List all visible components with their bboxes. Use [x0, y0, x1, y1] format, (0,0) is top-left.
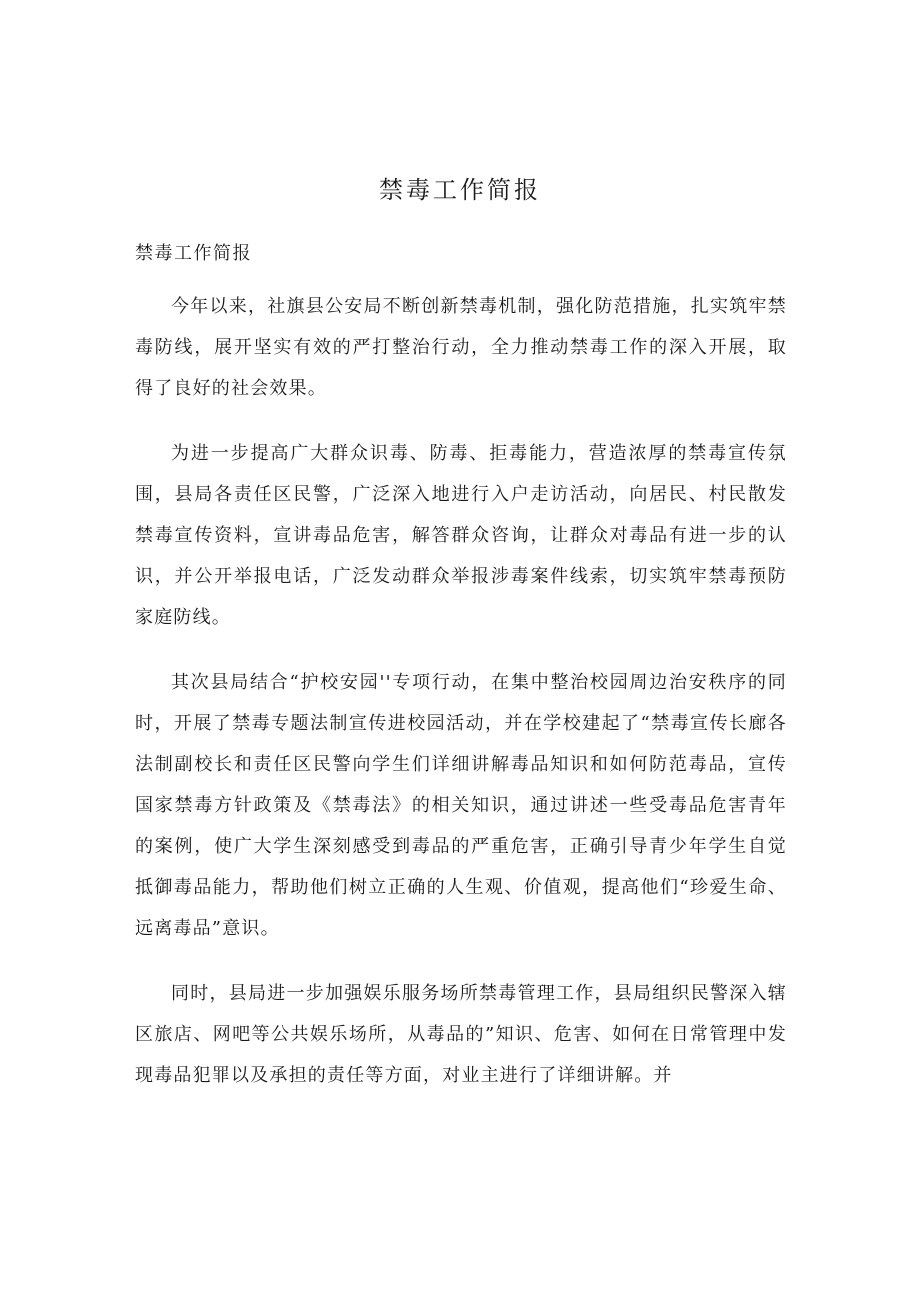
document-subtitle: 禁毒工作简报	[135, 243, 252, 264]
paragraph-4: 同时，县局进一步加强娱乐服务场所禁毒管理工作，县局组织民警深入辖区旅店、网吧等公共娱乐场所，从毒品的”知识、危害、如何在日常管理中发现毒品犯罪以及承担的责任等方面，对业主进行了详细讲解。并	[135, 983, 787, 1086]
document-body	[135, 286, 787, 1120]
paragraph-3: 其次县局结合“护校安园''专项行动，在集中整治校园周边治安秩序的同时，开展了禁毒专题法制宣传进校园活动，并在学校建起了“禁毒宣传长廊各法制副校长和责任区民警向学生们详细讲解毒品知识和如何防范毒品，宣传国家禁毒方针政策及《禁毒法》的相关知识，通过讲述一些受毒品危害青年的案例，使广大学生深刻感受到毒品的严重危害，正确引导青少年学生自觉抵御毒品能力，帮助他们树立正确的人生观、价值观，提高他们“珍爱生命、远离毒品”意识。	[135, 672, 787, 939]
paragraph-2: 为进一步提高广大群众识毒、防毒、拒毒能力，营造浓厚的禁毒宣传氛围，县局各责任区民警，广泛深入地进行入户走访活动，向居民、村民散发禁毒宣传资料，宣讲毒品危害，解答群众咨询，让群众对毒品有进一步的认识，并公开举报电话，广泛发动群众举报涉毒案件线索，切实筑牢禁毒预防家庭防线。	[135, 443, 787, 628]
document-title: 禁毒工作简报	[379, 176, 541, 204]
paragraph-1: 今年以来，社旗县公安局不断创新禁毒机制，强化防范措施，扎实筑牢禁毒防线，展开坚实有效的严打整治行动，全力推动禁毒工作的深入开展，取得了良好的社会效果。	[135, 296, 787, 399]
